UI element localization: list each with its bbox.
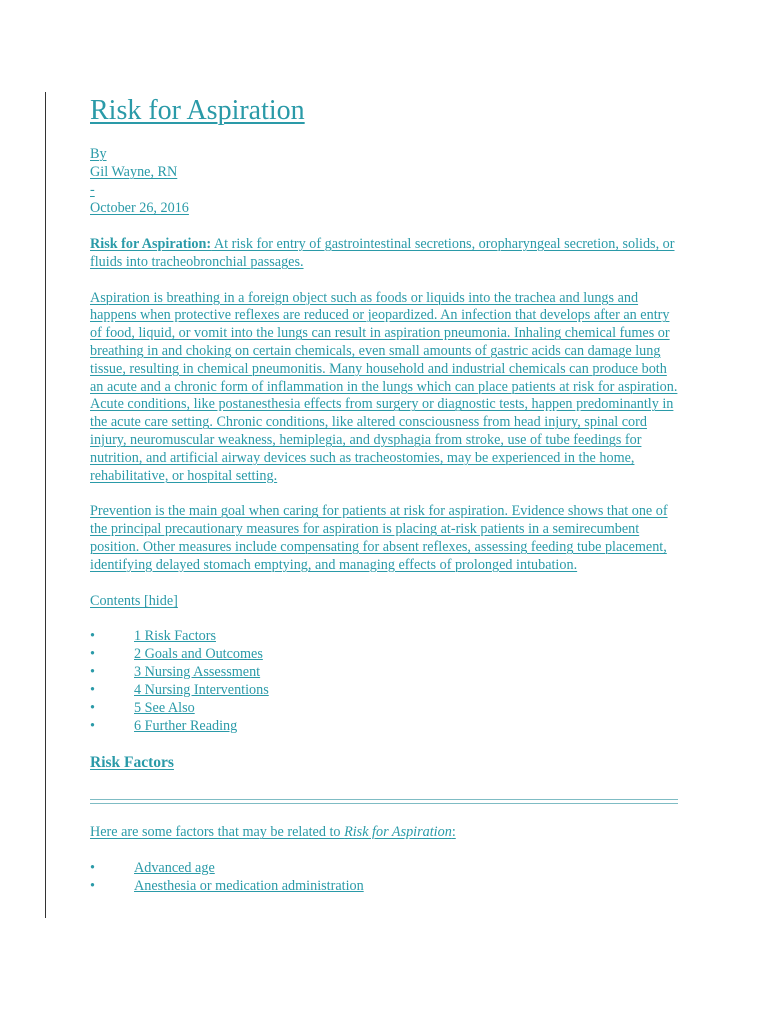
byline-by[interactable]: By [90,146,107,162]
post-date[interactable]: October 26, 2016 [90,200,189,216]
paragraph-overview[interactable]: Aspiration is breathing in a foreign object such as foods or liquids into the trachea and lungs and happens when protective reflexes are reduced or jeopardized. An infection that develops after an entry of food, liquid, or vomit into the lungs can result in aspiration pneumonia. Inhaling chemical fumes or breathing in and choking on certain chemicals, even small amounts of gastric acids can damage lung tissue, resulting in chemical pneumonitis. Many household and industrial chemicals can produce both an acute and a chronic form of inflammation in the lungs which can place patients at risk for aspiration. Acute conditions, like postanesthesia effects from surgery or diagnostic tests, happen predominantly in the acute care setting. Chronic conditions, like altered consciousness from head injury, spinal cord injury, neuromuscular weakness, hemiplegia, and dysphagia from stroke, use of tube feedings for nutrition, and artificial airway devices such as tracheostomies, may be experienced in the home, rehabilitative, or hospital setting. [90,289,678,484]
byline-separator[interactable]: - [90,182,95,198]
definition-paragraph[interactable] [90,236,680,272]
toc-item[interactable]: • 1 Risk Factors [112,628,680,646]
article-content [90,92,680,896]
toc-item[interactable]: • 2 Goals and Outcomes [112,646,680,664]
list-item[interactable]: • Anesthesia or medication administration [112,878,680,896]
page-margin-line [45,92,46,918]
table-of-contents [90,628,680,735]
byline [90,146,680,218]
toc-item[interactable]: • 6 Further Reading [112,718,680,736]
risk-factors-intro[interactable]: Here are some factors that may be related to Risk for Aspiration: [90,824,456,841]
toc-item[interactable]: • 4 Nursing Interventions [112,682,680,700]
list-item[interactable]: • Advanced age [112,860,680,878]
divider [90,803,678,804]
section-heading-risk-factors[interactable]: Risk Factors [90,753,174,771]
toc-item[interactable]: • 5 See Also [112,700,680,718]
paragraph-prevention[interactable]: Prevention is the main goal when caring for patients at risk for aspiration. Evidence shows that one of the principal precautionary measures for aspiration is placing at-risk patients in a semirecumbent position. Other measures include compensating for absent reflexes, assessing feeding tube placement, identifying delayed stomach emptying, and managing effects of prolonged intubation. [90,503,668,573]
risk-factor-list [90,860,680,896]
page-title[interactable]: Risk for Aspiration [90,95,305,126]
toc-item[interactable]: • 3 Nursing Assessment [112,664,680,682]
divider [90,799,678,800]
definition-label: Risk for Aspiration: [90,236,212,252]
contents-toggle[interactable]: Contents [hide] [90,592,178,609]
definition-text: At risk for entry of gastrointestinal secretions, oropharyngeal secretion, solids, or fluids into tracheobronchial passages. [90,236,675,270]
author-link[interactable]: Gil Wayne, RN [90,164,178,180]
